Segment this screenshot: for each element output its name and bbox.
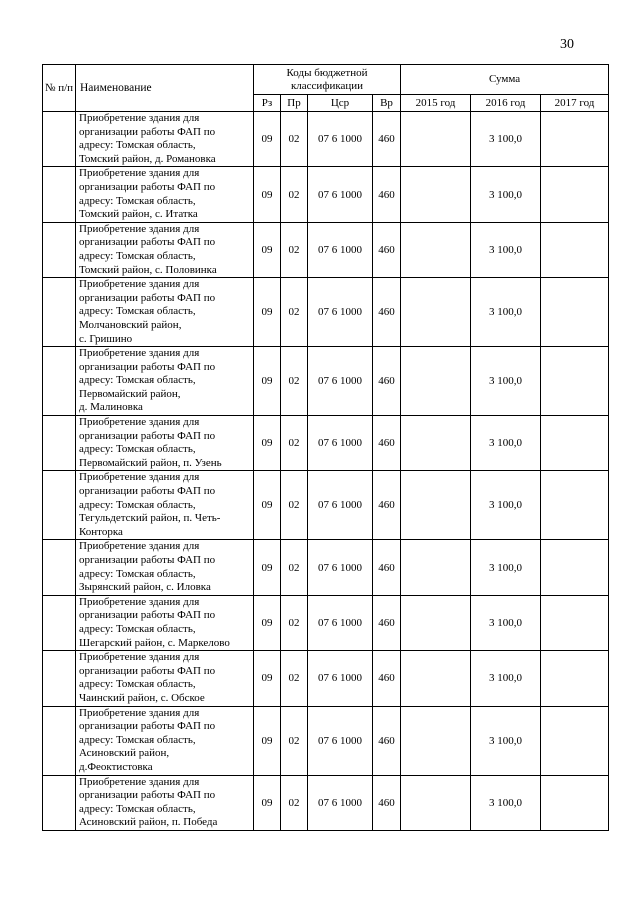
row-pr-cell: 02 — [281, 416, 308, 471]
row-2016-cell: 3 100,0 — [471, 278, 541, 347]
row-2015-cell — [401, 471, 471, 540]
row-2016-cell: 3 100,0 — [471, 651, 541, 706]
row-name-cell — [76, 112, 254, 167]
row-name-line: Приобретение здания для — [79, 706, 200, 719]
row-name-line: Приобретение здания для — [79, 540, 200, 553]
row-2016-cell: 3 100,0 — [471, 471, 541, 540]
row-vr-cell: 460 — [373, 595, 401, 650]
row-rz-cell: 09 — [254, 222, 281, 277]
row-name-line: организации работы ФАП по — [79, 291, 216, 304]
row-csr-cell: 07 6 1000 — [308, 651, 373, 706]
row-num-cell — [43, 540, 76, 595]
row-2015-cell — [401, 112, 471, 167]
row-name-line: Томский район, д. Романовка — [79, 152, 216, 165]
header-year-2016: 2016 год — [471, 95, 541, 112]
row-2017-cell — [541, 595, 609, 650]
row-name-line: Приобретение здания для — [79, 278, 200, 291]
row-num-cell — [43, 775, 76, 830]
row-name-cell — [76, 416, 254, 471]
row-2016-cell: 3 100,0 — [471, 706, 541, 775]
row-name-line: организации работы ФАП по — [79, 720, 216, 733]
page-number: 30 — [560, 37, 574, 52]
row-name-line: организации работы ФАП по — [79, 360, 216, 373]
row-2016-cell: 3 100,0 — [471, 540, 541, 595]
row-name-line: адресу: Томская область, — [79, 194, 196, 207]
row-name-cell — [76, 167, 254, 222]
row-2016-cell: 3 100,0 — [471, 416, 541, 471]
table-row — [43, 706, 609, 775]
row-2015-cell — [401, 775, 471, 830]
row-vr-cell: 460 — [373, 471, 401, 540]
row-name-line: организации работы ФАП по — [79, 609, 216, 622]
row-2017-cell — [541, 775, 609, 830]
row-csr-cell: 07 6 1000 — [308, 347, 373, 416]
table-row — [43, 347, 609, 416]
row-vr-cell: 460 — [373, 112, 401, 167]
row-name-line: с. Гришино — [79, 332, 133, 345]
row-name-line: организации работы ФАП по — [79, 236, 216, 249]
header-year-2017: 2017 год — [541, 95, 609, 112]
row-name-line: адресу: Томская область, — [79, 802, 196, 815]
row-name-line: Асиновский район, — [79, 747, 170, 760]
row-csr-cell: 07 6 1000 — [308, 706, 373, 775]
row-pr-cell: 02 — [281, 347, 308, 416]
row-2017-cell — [541, 347, 609, 416]
row-name-cell — [76, 471, 254, 540]
row-2016-cell: 3 100,0 — [471, 112, 541, 167]
row-name-cell — [76, 278, 254, 347]
row-pr-cell: 02 — [281, 112, 308, 167]
row-name-cell — [76, 706, 254, 775]
row-name-line: Приобретение здания для — [79, 222, 200, 235]
row-rz-cell: 09 — [254, 540, 281, 595]
row-rz-cell: 09 — [254, 167, 281, 222]
row-2017-cell — [541, 112, 609, 167]
row-name-line: адресу: Томская область, — [79, 443, 196, 456]
row-2015-cell — [401, 706, 471, 775]
header-rz: Рз — [254, 95, 281, 112]
row-vr-cell: 460 — [373, 167, 401, 222]
row-pr-cell: 02 — [281, 222, 308, 277]
table-row — [43, 651, 609, 706]
row-name-cell — [76, 540, 254, 595]
budget-table — [42, 64, 609, 831]
row-csr-cell: 07 6 1000 — [308, 112, 373, 167]
row-2016-cell: 3 100,0 — [471, 595, 541, 650]
row-name-line: Приобретение здания для — [79, 347, 200, 360]
row-name-line: Асиновский район, п. Победа — [79, 816, 218, 829]
row-name-line: организации работы ФАП по — [79, 429, 216, 442]
row-2017-cell — [541, 222, 609, 277]
row-name-line: Зырянский район, с. Иловка — [79, 581, 211, 594]
row-pr-cell: 02 — [281, 651, 308, 706]
row-rz-cell: 09 — [254, 278, 281, 347]
row-pr-cell: 02 — [281, 278, 308, 347]
row-2017-cell — [541, 278, 609, 347]
row-2015-cell — [401, 167, 471, 222]
row-num-cell — [43, 651, 76, 706]
row-2017-cell — [541, 167, 609, 222]
row-num-cell — [43, 416, 76, 471]
row-2015-cell — [401, 347, 471, 416]
row-name-line: адресу: Томская область, — [79, 733, 196, 746]
row-name-line: организации работы ФАП по — [79, 664, 216, 677]
row-rz-cell: 09 — [254, 471, 281, 540]
row-pr-cell: 02 — [281, 706, 308, 775]
table-row — [43, 222, 609, 277]
table-row — [43, 167, 609, 222]
row-pr-cell: 02 — [281, 540, 308, 595]
row-csr-cell: 07 6 1000 — [308, 222, 373, 277]
row-num-cell — [43, 278, 76, 347]
row-name-line: Приобретение здания для — [79, 167, 200, 180]
row-name-line: адресу: Томская область, — [79, 305, 196, 318]
row-vr-cell: 460 — [373, 222, 401, 277]
row-pr-cell: 02 — [281, 167, 308, 222]
table-row — [43, 278, 609, 347]
row-name-line: Приобретение здания для — [79, 595, 200, 608]
row-csr-cell: 07 6 1000 — [308, 278, 373, 347]
row-name-line: Первомайский район, — [79, 387, 181, 400]
row-rz-cell: 09 — [254, 775, 281, 830]
table-row — [43, 112, 609, 167]
row-vr-cell: 460 — [373, 416, 401, 471]
row-2016-cell: 3 100,0 — [471, 347, 541, 416]
row-2016-cell: 3 100,0 — [471, 775, 541, 830]
row-name-line: Тегульдетский район, п. Четь- — [79, 512, 221, 525]
row-name-line: организации работы ФАП по — [79, 554, 216, 566]
header-pr: Пр — [281, 95, 308, 112]
row-rz-cell: 09 — [254, 595, 281, 650]
row-name-line: адресу: Томская область, — [79, 249, 196, 262]
row-name-line: д. Малиновка — [79, 401, 143, 414]
row-name-line: Конторка — [79, 525, 123, 538]
table-row — [43, 540, 609, 595]
row-name-line: Приобретение здания для — [79, 112, 200, 124]
row-csr-cell: 07 6 1000 — [308, 775, 373, 830]
row-pr-cell: 02 — [281, 471, 308, 540]
row-rz-cell: 09 — [254, 651, 281, 706]
row-name-line: Приобретение здания для — [79, 471, 200, 484]
row-num-cell — [43, 167, 76, 222]
row-2015-cell — [401, 416, 471, 471]
row-2015-cell — [401, 651, 471, 706]
row-name-line: организации работы ФАП по — [79, 125, 216, 138]
row-2015-cell — [401, 595, 471, 650]
row-rz-cell: 09 — [254, 112, 281, 167]
row-name-line: адресу: Томская область, — [79, 567, 196, 580]
row-2015-cell — [401, 540, 471, 595]
row-vr-cell: 460 — [373, 347, 401, 416]
row-vr-cell: 460 — [373, 278, 401, 347]
row-name-line: адресу: Томская область, — [79, 139, 196, 152]
row-rz-cell: 09 — [254, 416, 281, 471]
row-name-line: адресу: Томская область, — [79, 678, 196, 691]
row-2017-cell — [541, 416, 609, 471]
row-name-line: Шегарский район, с. Маркелово — [79, 636, 230, 649]
header-year-2015: 2015 год — [401, 95, 471, 112]
row-name-line: Томский район, с. Половинка — [79, 263, 217, 276]
row-pr-cell: 02 — [281, 595, 308, 650]
row-2016-cell: 3 100,0 — [471, 222, 541, 277]
row-rz-cell: 09 — [254, 347, 281, 416]
row-name-cell — [76, 347, 254, 416]
row-2016-cell: 3 100,0 — [471, 167, 541, 222]
row-num-cell — [43, 222, 76, 277]
row-name-line: Приобретение здания для — [79, 416, 200, 429]
header-vr: Вр — [373, 95, 401, 112]
row-name-line: д.Феоктистовка — [79, 760, 153, 773]
row-name-cell — [76, 222, 254, 277]
row-name-line: Молчановский район, — [79, 318, 182, 331]
row-name-cell — [76, 651, 254, 706]
row-name-line: Приобретение здания для — [79, 651, 200, 664]
row-name-line: адресу: Томская область, — [79, 498, 196, 511]
row-2015-cell — [401, 278, 471, 347]
row-name-line: Первомайский район, п. Узень — [79, 456, 222, 469]
row-name-cell — [76, 595, 254, 650]
row-rz-cell: 09 — [254, 706, 281, 775]
row-name-line: Томский район, с. Итатка — [79, 208, 198, 221]
header-num: № п/п — [43, 65, 76, 112]
row-2015-cell — [401, 222, 471, 277]
row-2017-cell — [541, 471, 609, 540]
row-num-cell — [43, 595, 76, 650]
row-2017-cell — [541, 706, 609, 775]
header-name: Наименование — [76, 65, 254, 112]
row-2017-cell — [541, 651, 609, 706]
table-row — [43, 775, 609, 830]
row-pr-cell: 02 — [281, 775, 308, 830]
header-codes-group: Коды бюджетной классификации — [254, 65, 401, 95]
row-name-line: Приобретение здания для — [79, 775, 200, 788]
row-csr-cell: 07 6 1000 — [308, 540, 373, 595]
row-name-line: организации работы ФАП по — [79, 485, 216, 498]
row-name-line: организации работы ФАП по — [79, 789, 216, 802]
row-num-cell — [43, 471, 76, 540]
row-2017-cell — [541, 540, 609, 595]
row-name-line: организации работы ФАП по — [79, 180, 216, 193]
row-csr-cell: 07 6 1000 — [308, 595, 373, 650]
row-vr-cell: 460 — [373, 775, 401, 830]
row-vr-cell: 460 — [373, 651, 401, 706]
row-csr-cell: 07 6 1000 — [308, 167, 373, 222]
header-csr: Цср — [308, 95, 373, 112]
row-name-line: Чаинский район, с. Обское — [79, 691, 205, 704]
row-num-cell — [43, 706, 76, 775]
row-vr-cell: 460 — [373, 706, 401, 775]
row-csr-cell: 07 6 1000 — [308, 416, 373, 471]
row-num-cell — [43, 347, 76, 416]
table-row — [43, 595, 609, 650]
row-csr-cell: 07 6 1000 — [308, 471, 373, 540]
header-sum-group: Сумма — [401, 65, 609, 95]
row-num-cell — [43, 112, 76, 167]
table-row — [43, 471, 609, 540]
row-name-line: адресу: Томская область, — [79, 374, 196, 387]
row-name-cell — [76, 775, 254, 830]
row-vr-cell: 460 — [373, 540, 401, 595]
row-name-line: адресу: Томская область, — [79, 622, 196, 635]
table-row — [43, 416, 609, 471]
